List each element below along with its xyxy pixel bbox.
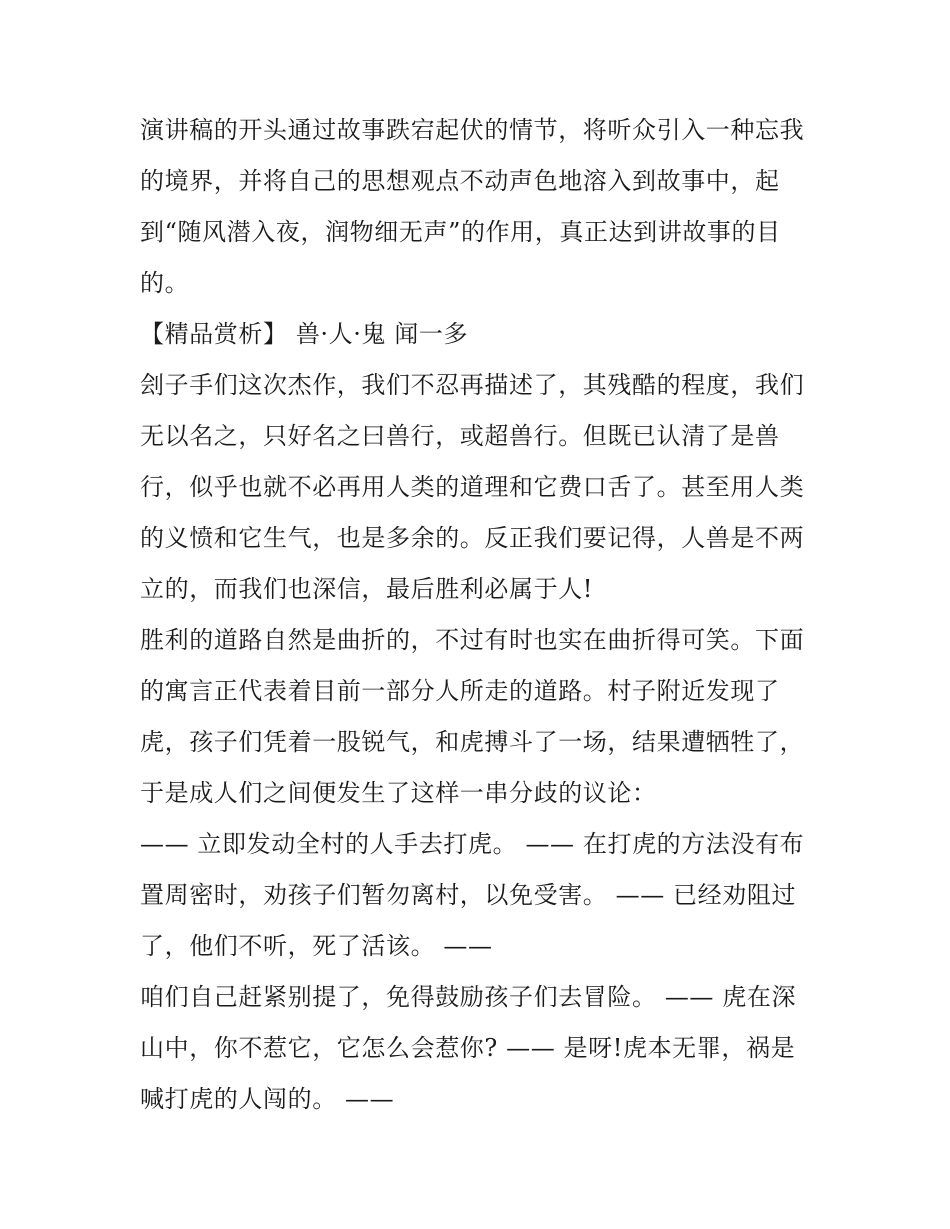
text-line: 置周密时，劝孩子们暂勿离村，以免受害。 —— 已经劝阻过 [140,881,797,909]
text-line: 胜利的道路自然是曲折的，不过有时也实在曲折得可笑。下面 [140,626,805,654]
text-line: 的义愤和它生气，也是多余的。反正我们要记得，人兽是不两 [140,524,805,552]
text-line: 山中，你不惹它，它怎么会惹你? —— 是呀!虎本无罪，祸是 [140,1034,796,1062]
text-line: 到“随风潜入夜，润物细无声”的作用，真正达到讲故事的目 [140,218,781,246]
text-line: 的。 [140,269,190,297]
text-line: 无以名之，只好名之曰兽行，或超兽行。但既已认清了是兽 [140,422,780,450]
text-line: 虎，孩子们凭着一股锐气，和虎搏斗了一场，结果遭牺牲了， [140,728,805,756]
text-line: 行，似乎也就不必再用人类的道理和它费口舌了。甚至用人类 [140,473,805,501]
body-text [140,105,830,1125]
text-line: 了，他们不听，死了活该。 —— [140,932,493,960]
text-line: 的境界，并将自己的思想观点不动声色地溶入到故事中，起 [140,167,780,195]
text-line: 喊打虎的人闯的。 —— [140,1085,395,1113]
text-line: 于是成人们之间便发生了这样一串分歧的议论： [140,779,657,807]
text-line: —— 立即发动全村的人手去打虎。 —— 在打虎的方法没有布 [140,830,805,858]
text-line: 演讲稿的开头通过故事跌宕起伏的情节，将听众引入一种忘我 [140,116,805,144]
text-line: 立的，而我们也深信，最后胜利必属于人! [140,575,594,603]
text-line: 咱们自己赶紧别提了，免得鼓励孩子们去冒险。 —— 虎在深 [140,983,797,1011]
text-line: 的寓言正代表着目前一部分人所走的道路。村子附近发现了 [140,677,780,705]
section-heading: 【精品赏析】 兽·人·鬼 闻一多 [140,320,469,348]
text-line: 刽子手们这次杰作，我们不忍再描述了，其残酷的程度，我们 [140,371,805,399]
